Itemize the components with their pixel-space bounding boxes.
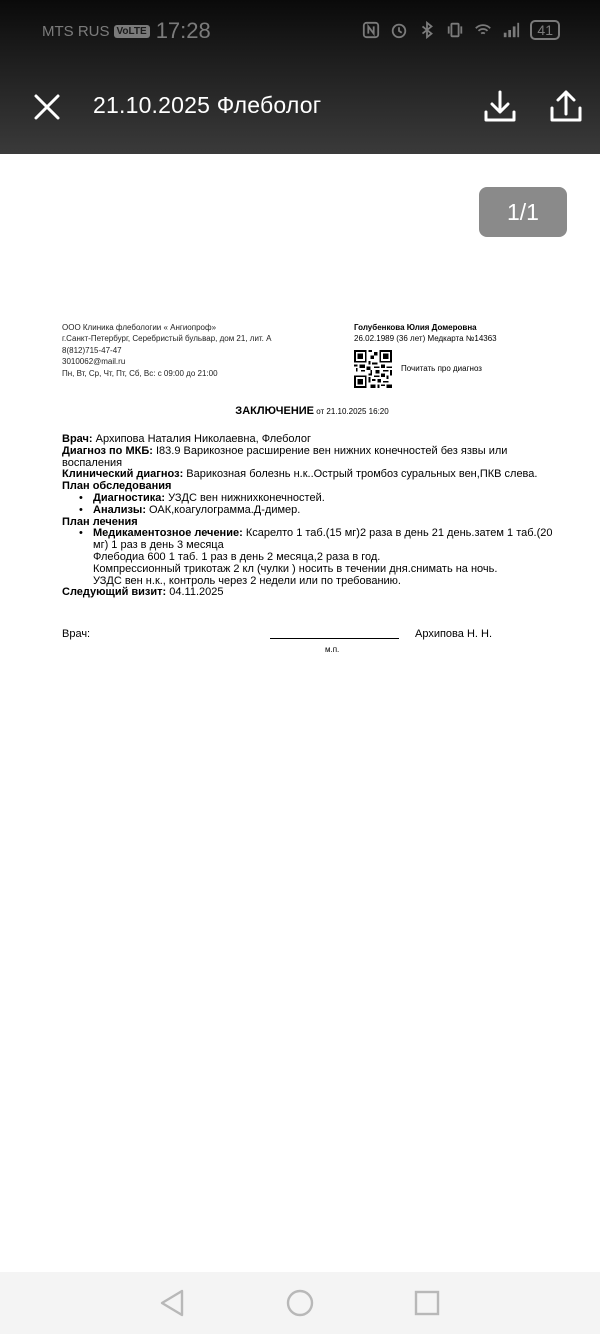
download-icon[interactable] [480, 86, 520, 126]
carrier-name: MTS RUS [42, 22, 110, 40]
viewer-header [0, 78, 600, 138]
recent-apps-icon[interactable] [413, 1289, 441, 1317]
next-visit-value: 04.11.2025 [169, 586, 224, 599]
clinic-phone: 8(812)715-47-47 [62, 345, 122, 355]
close-icon[interactable] [30, 90, 64, 124]
conclusion-date: от 21.10.2025 16:20 [316, 407, 389, 416]
clinical-diagnosis-value: Варикозная болезнь н.к..Острый тромбоз суральных вен,ПКВ слева. [186, 468, 538, 481]
clinic-address: г.Санкт-Петербург, Серебристый бульвар, дом 21, лит. А [62, 334, 272, 344]
conclusion-body [62, 434, 562, 599]
exam-plan-heading: План обследования [62, 480, 172, 493]
diagnostics-label: Диагностика: [93, 491, 166, 504]
icd-value: I83.9 Варикозное расширение вен нижних конечностей без язвы или воспаления [62, 444, 508, 469]
clinic-name: ООО Клиника флебологии « Ангиопроф» [62, 323, 217, 332]
clinic-info [62, 322, 312, 379]
doctor-label: Врач: [62, 433, 93, 445]
signal-icon [502, 21, 520, 39]
medication-line: Флебодиа 600 1 таб. 1 раз в день 2 месяца,2 раза в год. [93, 550, 381, 563]
qr-code[interactable] [354, 350, 392, 388]
medication-value: Ксарелто 1 таб.(15 мг)2 раза в день 21 день.затем 1 таб.(20 мг) 1 раз в день 3 месяца [93, 527, 553, 552]
clinic-hours: Пн, Вт, Ср, Чт, Пт, Сб, Вс: с 09:00 до 21:00 [62, 368, 218, 378]
patient-name: Голубенкова Юлия Домеровна [354, 323, 477, 332]
tests-label: Анализы: [93, 503, 146, 516]
status-bar [0, 12, 600, 52]
system-nav-bar [0, 1272, 600, 1334]
signature-line [270, 638, 399, 639]
patient-details: 26.02.1989 (36 лет) Медкарта №14363 [354, 334, 497, 344]
volte-badge: VoLTE [114, 25, 150, 38]
conclusion-heading [62, 405, 562, 417]
tests-value: ОАК,коагулограмма.Д-димер. [149, 503, 301, 516]
status-icons [362, 20, 560, 40]
page-indicator: 1/1 [479, 187, 567, 237]
stamp-label: м.п. [325, 645, 340, 654]
status-left [42, 18, 211, 44]
treatment-plan-list [62, 528, 562, 552]
medication-label: Медикаментозное лечение: [93, 527, 243, 540]
doctor-value: Архипова Наталия Николаевна, Флеболог [95, 433, 311, 445]
compression-line: Компрессионный трикотаж 2 кл (чулки ) носить в течении дня.снимать на ночь. [93, 562, 498, 575]
exam-plan-list [62, 493, 562, 517]
document-title: 21.10.2025 Флеболог [93, 92, 322, 118]
list-item [62, 528, 562, 552]
top-app-bar [0, 0, 600, 154]
back-icon[interactable] [158, 1288, 186, 1318]
clinic-email: 3010062@mail.ru [62, 357, 126, 367]
alarm-icon [390, 21, 408, 39]
battery-indicator: 41 [530, 20, 560, 40]
home-icon[interactable] [285, 1288, 315, 1318]
read-diagnosis-link[interactable]: Почитать про диагноз [401, 364, 482, 373]
control-line: УЗДС вен н.к., контроль через 2 недели или по требованию. [93, 574, 401, 587]
list-item [62, 505, 562, 517]
nfc-icon [362, 21, 380, 39]
clinical-diagnosis-label: Клинический диагноз: [62, 468, 184, 481]
vibrate-icon [446, 21, 464, 39]
next-visit-row [62, 587, 562, 599]
treatment-plan-heading: План лечения [62, 515, 138, 528]
share-icon[interactable] [546, 86, 586, 126]
next-visit-label: Следующий визит: [62, 586, 167, 599]
conclusion-title: ЗАКЛЮЧЕНИЕ [235, 405, 315, 417]
signature-doctor-label: Врач: [62, 628, 91, 640]
patient-info [354, 322, 574, 345]
icd-row [62, 446, 562, 470]
bluetooth-icon [418, 21, 436, 39]
icd-label: Диагноз по МКБ: [62, 444, 153, 457]
status-time: 17:28 [155, 18, 211, 43]
diagnostics-value: УЗДС вен нижнихконечностей. [168, 491, 325, 504]
signature-doctor-name: Архипова Н. Н. [415, 628, 492, 640]
wifi-icon [474, 21, 492, 39]
